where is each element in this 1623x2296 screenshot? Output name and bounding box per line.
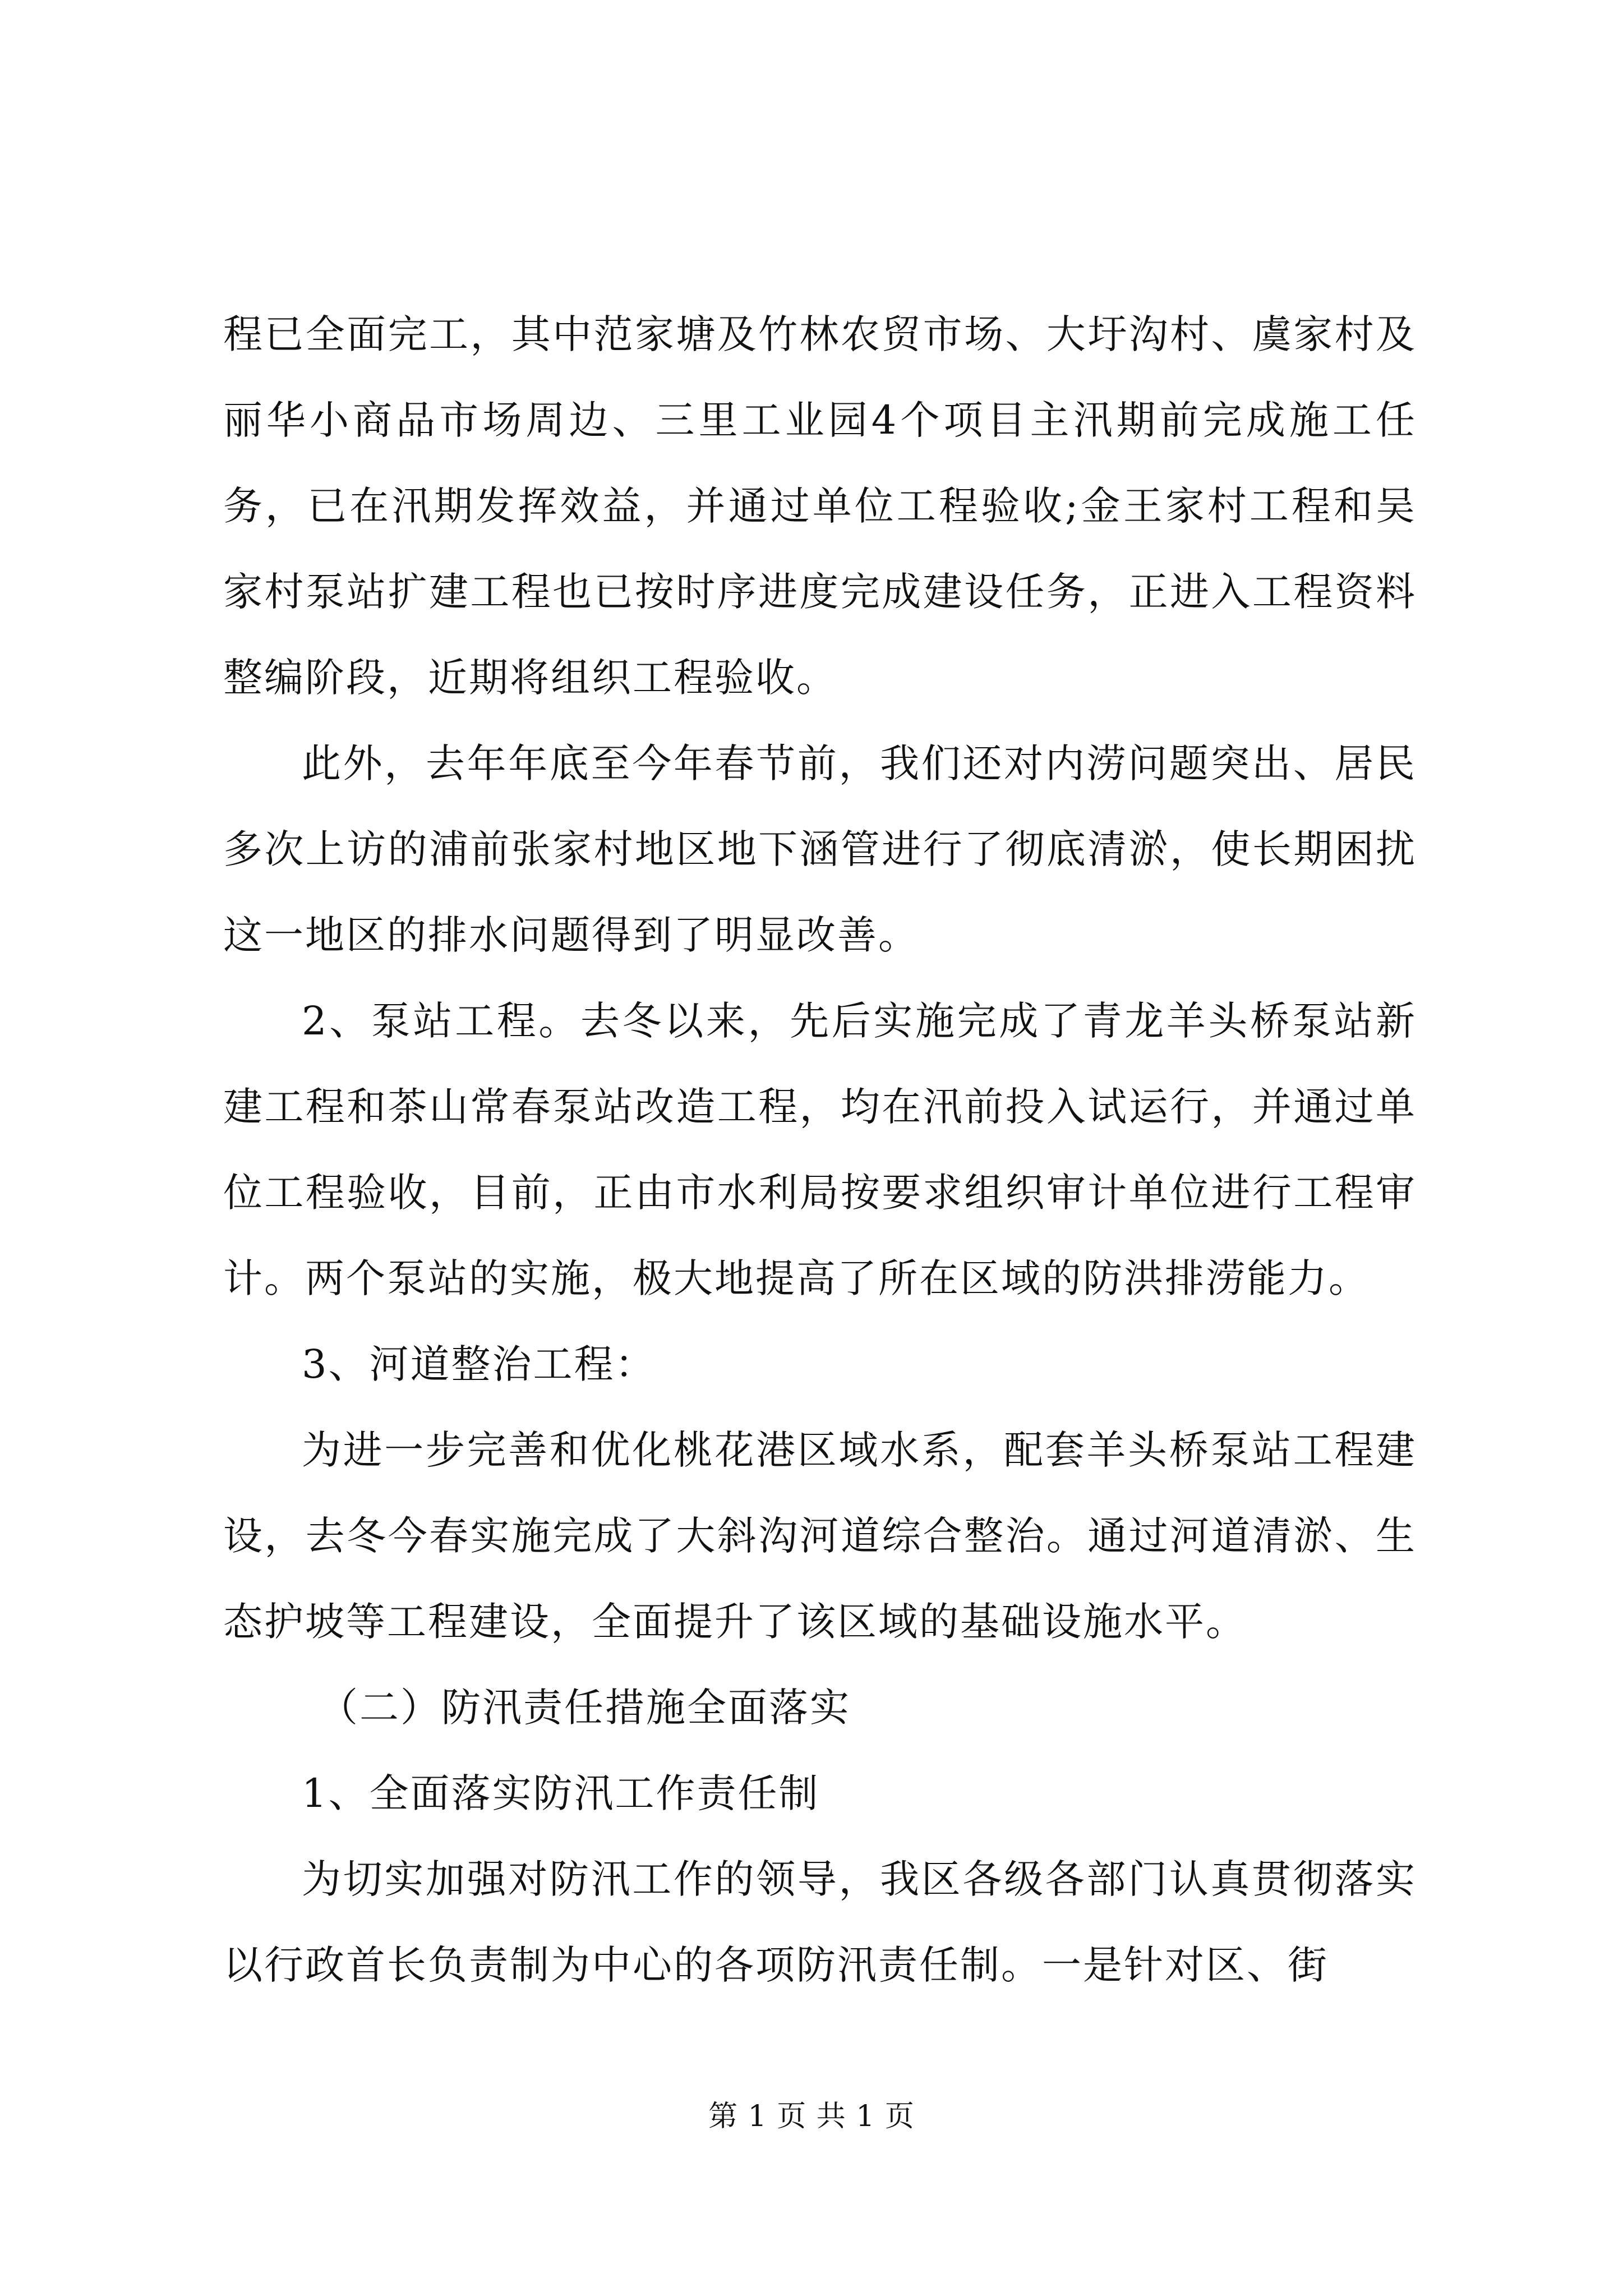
subheading-responsibility-system: 1、全面落实防汛工作责任制 (302, 1770, 820, 1816)
paragraph-pump-station-works: 2、泵站工程。去冬以来，先后实施完成了青龙羊头桥泵站新建工程和茶山常春泵站改造工程，均在汛前投入试运行，并通过单位工程验收，目前，正由市水利局按要求组织审计单位进行工程审计。两个泵站的实施，极大地提高了所在区域的防洪排涝能力。 (223, 998, 1417, 1301)
paragraph-culvert-dredging: 此外，去年年底至今年春节前，我们还对内涝问题突出、居民多次上访的浦前张家村地区地下涵管进行了彻底清淤，使长期困扰这一地区的排水问题得到了明显改善。 (223, 740, 1417, 958)
page-number-footer: 第 1 页 共 1 页 (708, 2100, 915, 2133)
paragraph-flood-projects-continued: 程已全面完工，其中范家塘及竹林农贸市场、大圩沟村、虞家村及丽华小商品市场周边、三里工业园4个项目主汛期前完成施工任务，已在汛期发挥效益，并通过单位工程验收;金王家村工程和吴家村泵站扩建工程也已按时序进度完成建设任务，正进入工程资料整编阶段，近期将组织工程验收。 (223, 311, 1417, 701)
section-heading-responsibility: （二）防汛责任措施全面落实 (319, 1685, 851, 1731)
paragraph-river-regulation-heading: 3、河道整治工程： (302, 1341, 656, 1387)
document-body (223, 292, 1417, 2008)
paragraph-river-regulation: 为进一步完善和优化桃花港区域水系，配套羊头桥泵站工程建设，去冬今春实施完成了大斜沟河道综合整治。通过河道清淤、生态护坡等工程建设，全面提升了该区域的基础设施水平。 (223, 1427, 1417, 1645)
paragraph-responsibility-system: 为切实加强对防汛工作的领导，我区各级各部门认真贯彻落实以行政首长负责制为中心的各项防汛责任制。一是针对区、街 (223, 1856, 1417, 1988)
